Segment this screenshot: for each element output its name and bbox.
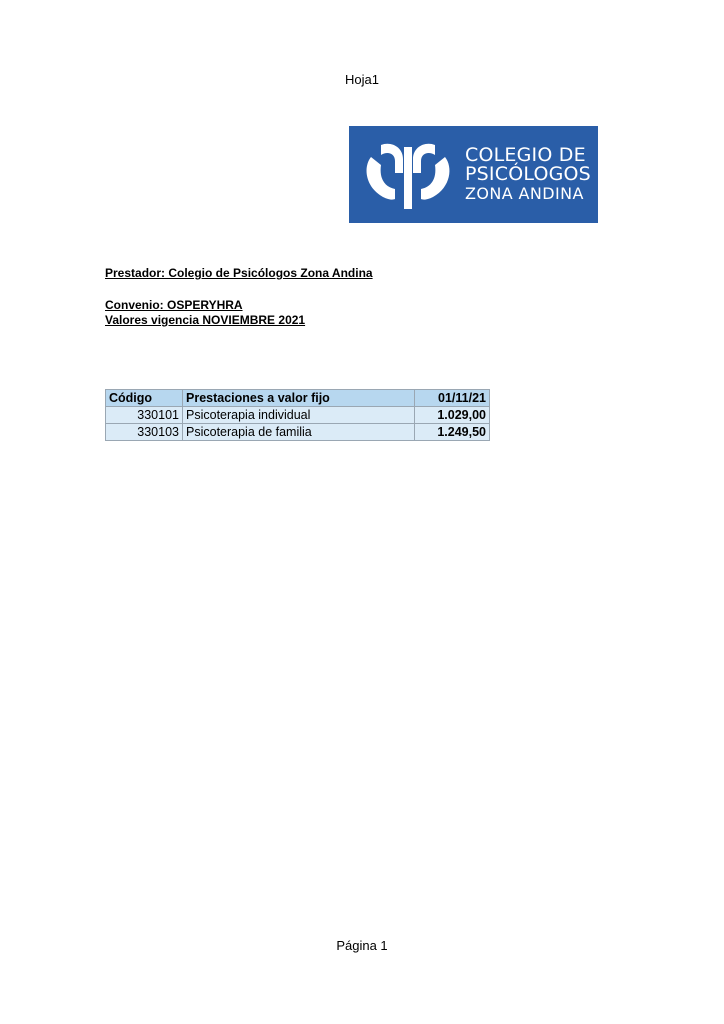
page-footer: Página 1: [336, 938, 388, 953]
sheet-title: Hoja1: [345, 72, 379, 87]
cell-codigo: 330101: [106, 407, 183, 424]
cell-prestacion: Psicoterapia individual: [183, 407, 415, 424]
header-prestaciones: Prestaciones a valor fijo: [183, 390, 415, 407]
cell-valor: 1.029,00: [415, 407, 490, 424]
logo-line-1: COLEGIO DE: [465, 144, 586, 166]
header-codigo: Código: [106, 390, 183, 407]
table-row: [106, 407, 490, 424]
logo-line-3: ZONA ANDINA: [465, 184, 584, 203]
cell-prestacion: Psicoterapia de familia: [183, 424, 415, 441]
cell-codigo: 330103: [106, 424, 183, 441]
table-row: [106, 424, 490, 441]
convenio-label: Convenio: OSPERYHRA: [105, 298, 243, 312]
psi-symbol-icon: [359, 143, 459, 209]
vigencia-label: Valores vigencia NOVIEMBRE 2021: [105, 313, 306, 327]
logo-wordmark: [465, 146, 591, 203]
prestaciones-table: [105, 389, 490, 441]
cell-valor: 1.249,50: [415, 424, 490, 441]
header-fecha: 01/11/21: [415, 390, 490, 407]
colegio-logo: [349, 126, 598, 223]
prestador-label: Prestador: Colegio de Psicólogos Zona Andina: [105, 266, 373, 280]
logo-line-2: PSICÓLOGOS: [465, 163, 591, 185]
table-header-row: [106, 390, 490, 407]
